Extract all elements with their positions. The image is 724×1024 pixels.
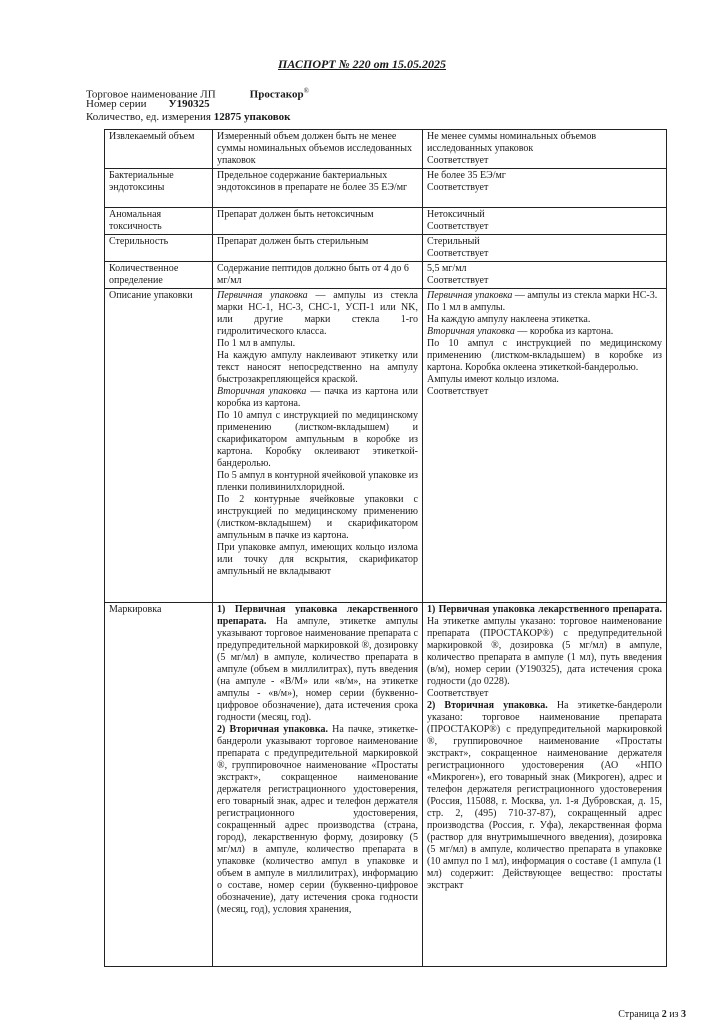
row-result [423, 603, 667, 967]
quantity-line [86, 111, 290, 124]
quantity-value: 12875 упаковок [213, 111, 291, 123]
row-result: Стерильный Соответствует [423, 235, 667, 262]
row-requirement: Предельное содержание бактериальных эндотоксинов в препарате не более 35 ЕЭ/мг [213, 169, 423, 208]
table-row [105, 289, 667, 603]
row-result: Нетоксичный Соответствует [423, 208, 667, 235]
res-marking-secondary-heading: 2) Вторичная упаковка. [427, 700, 548, 711]
row-name: Стерильность [105, 235, 213, 262]
req-paragraph: По 10 ампул с инструкцией по медицинскому применению (листком-вкладышем) и скарификатором ампульным в коробке из картона. Коробку оклеивают этикеткой-бандеролью. [217, 410, 418, 469]
row-name: Количественное определение [105, 262, 213, 289]
req-paragraph: На каждую ампулу наклеивают этикетку или текст наносят непосредственно на ампулу быстрозакрепляющейся краской. [217, 350, 418, 385]
row-result: 5,5 мг/мл Соответствует [423, 262, 667, 289]
req-paragraph: По 2 контурные ячейковые упаковки с инструкцией по медицинскому применению (листком-вкладышем) и скарификатором ампульным в пачке из картона. [217, 494, 418, 541]
table-row [105, 235, 667, 262]
page-middle: из [666, 1009, 681, 1020]
row-name: Описание упаковки [105, 289, 213, 603]
res-marking-primary-heading: 1) Первичная упаковка лекарственного препарата. [427, 604, 662, 615]
row-name: Маркировка [105, 603, 213, 967]
req-marking-primary-text: На ампуле, этикетке ампулы указывают торговое наименование препарата с предупредительной маркировкой ®, дозировку (5 мг/мл) в ампуле, количество препарата в ампуле (объем в миллилитрах), путь введения (на ампуле - «В/М» или «в/м», на этикетке ампулы - «в/м»), номер серии (буквенно-цифровое обозначение), дата истечения срока годности (месяц, год). [217, 616, 418, 723]
quantity-label: Количество, ед. измерения [86, 111, 211, 123]
res-secondary-label: Вторичная упаковка [427, 326, 515, 337]
row-requirement: Измеренный объем должен быть не менее суммы номинальных объемов исследованных упаковок [213, 130, 423, 169]
req-secondary-text: — пачка из картона или коробка из картона. [217, 386, 418, 409]
trade-name-label: Торговое наименование ЛП [86, 88, 216, 101]
res-primary-label: Первичная упаковка [427, 290, 513, 301]
row-requirement: Препарат должен быть нетоксичным [213, 208, 423, 235]
res-primary-text: — ампулы из стекла марки НС-3. [512, 290, 658, 301]
page-total: 3 [681, 1009, 686, 1020]
row-requirement: Препарат должен быть стерильным [213, 235, 423, 262]
passport-table [104, 129, 667, 967]
row-requirement [213, 289, 423, 603]
row-requirement [213, 603, 423, 967]
trade-name-mark: ® [303, 87, 309, 95]
row-result: Не более 35 ЕЭ/мг Соответствует [423, 169, 667, 208]
series-value: У190325 [168, 98, 210, 110]
res-marking-primary-text: На этикетке ампулы указано: торговое наименование препарата (ПРОСТАКОР®) с предупредительной маркировкой ®, дозировка (5 мг/мл) в ампуле, количество препарата в ампуле (1 мл), путь введения (в/м), номер серии (У190325), дата истечения срока годности (до 0228). [427, 616, 662, 687]
req-secondary-label: Вторичная упаковка [217, 386, 307, 397]
res-marking-primary-ok: Соответствует [427, 688, 489, 699]
res-paragraph: На каждую ампулу наклеена этикетка. [427, 314, 591, 325]
table-row [105, 208, 667, 235]
series-line [86, 98, 210, 111]
req-marking-primary-heading: 1) Первичная упаковка лекарственного препарата. [217, 604, 418, 627]
page-current: 2 [661, 1009, 667, 1020]
req-paragraph: По 1 мл в ампулы. [217, 338, 296, 349]
row-name: Аномальная токсичность [105, 208, 213, 235]
row-requirement: Содержание пептидов должно быть от 4 до 6 мг/мл [213, 262, 423, 289]
req-primary-label: Первичная упаковка [217, 290, 308, 301]
series-label: Номер серии [86, 98, 147, 110]
row-name: Бактериальные эндотоксины [105, 169, 213, 208]
table-row [105, 603, 667, 967]
req-paragraph: При упаковке ампул, имеющих кольцо излома или точку для вскрытия, скарификатор ампульный не вкладывают [217, 542, 418, 577]
page-prefix: Страница [618, 1009, 662, 1020]
trade-name-value: Простакор [249, 88, 304, 101]
res-paragraph: Соответствует [427, 386, 489, 397]
req-marking-secondary-heading: 2) Вторичная упаковка. [217, 724, 328, 735]
row-name: Извлекаемый объем [105, 130, 213, 169]
res-secondary-text: — коробка из картона. [514, 326, 614, 337]
page-number [618, 1009, 686, 1020]
table-row [105, 130, 667, 169]
res-marking-secondary-text: На этикетке-бандероли указано: торговое наименование препарата (ПРОСТАКОР®) с предупредительной маркировкой ®, группировочное наименование «Простаты экстракт», сокращенное наименование держателя регистрационного удостоверения (АО «НПО «Микроген»), его товарный знак (Микроген), адрес и телефон держателя регистрационного удостоверения (Россия, 115088, г. Москва, ул. 1-я Дубровская, д. 15, стр. 2, (495) 710-37-87), сокращенный адрес производства (Россия, г. Уфа), лекарственная форма (раствор для внутримышечного введения), дозировка (5 мг/мл) в ампуле, количество препарата в упаковке (10 ампул по 1 мл), информация о составе (1 ампула (1 мл) содержит: Действующее вещество: простаты экстракт [427, 700, 662, 891]
res-paragraph: Ампулы имеют кольцо излома. [427, 374, 559, 385]
req-marking-secondary-text: На пачке, этикетке-бандероли указывают торговое наименование препарата с предупредительной маркировкой ®, группировочное наименование «Простаты экстракт», сокращенное наименование держателя регистрационного удостоверения, его товарный знак, адрес и телефон держателя регистрационного удостоверения, сокращенный адрес производства (страна, город), лекарственную форму, дозировку (5 мг/мл) в ампуле, количество препарата в упаковке (количество ампул в упаковке и объем в ампуле в миллилитрах), информацию о составе, номер серии (буквенно-цифровое обозначение), дату истечения срока годности (месяц, год), условия хранения, [217, 724, 418, 915]
table-row [105, 169, 667, 208]
table-row [105, 262, 667, 289]
req-primary-text: — ампулы из стекла марки НС-1, НС-3, СНС-1, УСП-1 или NK, или другие марки стекла 1-го гидролитического класса. [217, 290, 418, 337]
row-result: Не менее суммы номинальных объемов исследованных упаковок Соответствует [423, 130, 667, 169]
passport-title: ПАСПОРТ № 220 от 15.05.2025 [277, 57, 447, 71]
res-paragraph: По 10 ампул с инструкцией по медицинскому применению (листком-вкладышем) в коробке из картона. Коробка оклеена этикеткой-бандеролью. [427, 338, 662, 373]
res-paragraph: По 1 мл в ампулы. [427, 302, 506, 313]
row-result [423, 289, 667, 603]
req-paragraph: По 5 ампул в контурной ячейковой упаковке из пленки поливинилхлоридной. [217, 470, 418, 493]
